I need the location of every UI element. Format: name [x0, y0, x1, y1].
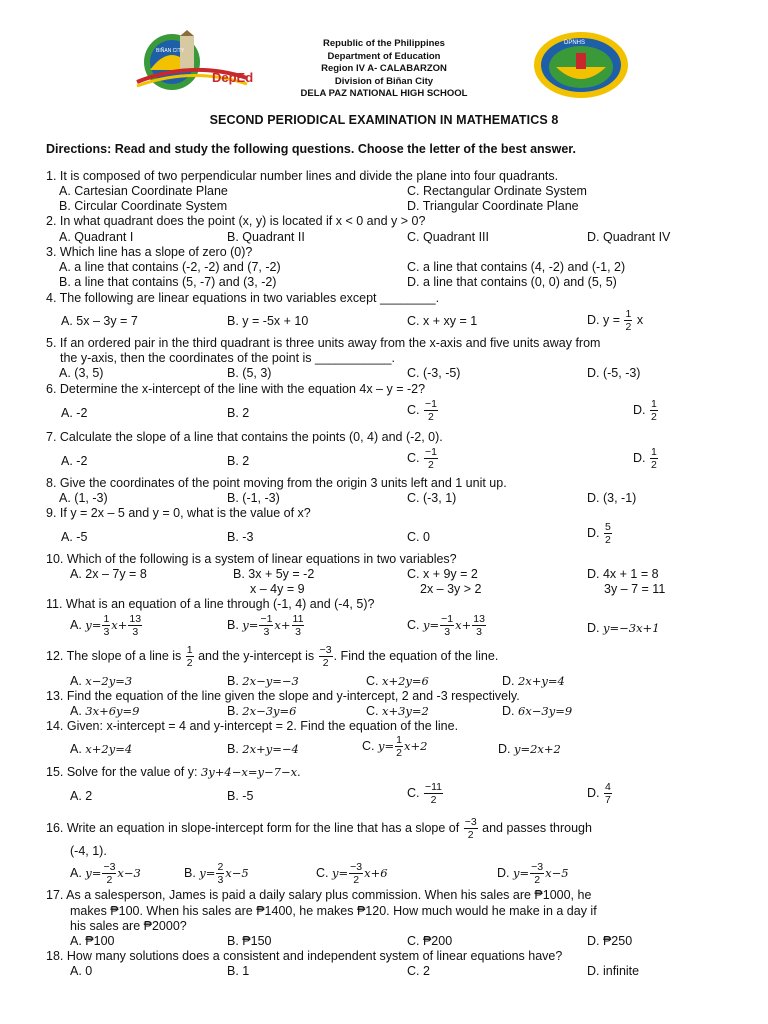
- question-1: 1. It is composed of two perpendicular number lines and divide the plane into four quadrants.: [46, 169, 559, 183]
- fraction: $\frac{1}{2}$: [650, 398, 657, 423]
- fraction: $\frac{5}{2}$: [604, 521, 611, 546]
- option-15b[interactable]: B. -5: [227, 789, 254, 803]
- option-5d[interactable]: D. (-5, -3): [587, 366, 641, 380]
- fraction: $\frac{1}{2}$: [650, 446, 657, 471]
- option-1c[interactable]: C. Rectangular Ordinate System: [407, 184, 587, 198]
- fraction: $\frac{-1}{2}$: [424, 446, 437, 471]
- fraction: $\frac{-11}{2}$: [424, 781, 443, 806]
- option-17a[interactable]: A. ₱100: [70, 934, 115, 948]
- fraction: $\frac{11}{3}$: [292, 613, 304, 638]
- question-5-cont: the y-axis, then the coordinates of the point is ___________.: [60, 351, 395, 365]
- option-15a[interactable]: A. 2: [70, 789, 93, 803]
- option-7a[interactable]: A. -2: [61, 454, 88, 468]
- question-12: 12. The slope of a line is $\frac{1}{2}$ and the y-intercept is $\frac{-3}{2}$ . Find the equation of the line.: [46, 644, 499, 669]
- option-4d-label: D. y =: [587, 312, 620, 327]
- question-8: 8. Give the coordinates of the point moving from the origin 3 units left and 1 unit up.: [46, 476, 507, 490]
- option-16c[interactable]: C. y= $\frac{-3}{2}$ x+6: [316, 861, 388, 886]
- fraction: $\frac{1}{2}$: [625, 308, 632, 333]
- fraction: $\frac{-1}{2}$: [424, 398, 437, 423]
- option-11d[interactable]: D. y=−3x+1: [587, 621, 660, 635]
- option-2d[interactable]: D. Quadrant IV: [587, 230, 671, 244]
- question-4: 4. The following are linear equations in two variables except ________.: [46, 291, 440, 305]
- question-2: 2. In what quadrant does the point (x, y) is located if x < 0 and y > 0?: [46, 214, 426, 228]
- header-line-5: DELA PAZ NATIONAL HIGH SCHOOL: [300, 88, 468, 100]
- fraction: $\frac{4}{7}$: [604, 781, 611, 806]
- fraction: $\frac{-3}{2}$: [531, 861, 544, 886]
- option-13c[interactable]: C. x+3y=2: [366, 704, 429, 718]
- option-13d[interactable]: D. 6x−3y=9: [502, 704, 573, 718]
- option-6b[interactable]: B. 2: [227, 406, 250, 420]
- option-10a[interactable]: A. 2x – 7y = 8: [70, 567, 147, 581]
- question-16: 16. Write an equation in slope-intercept form for the line that has a slope of $\frac{-3}{2}$ and passes through: [46, 816, 592, 841]
- header-line-2: Department of Education: [327, 50, 441, 62]
- option-17d[interactable]: D. ₱250: [587, 934, 633, 948]
- option-9d[interactable]: D. $\frac{5}{2}$: [587, 521, 611, 546]
- option-7d[interactable]: D. $\frac{1}{2}$: [633, 446, 657, 471]
- option-12b[interactable]: B. 2x−y=−3: [227, 674, 299, 688]
- option-14d[interactable]: D. y=2x+2: [498, 742, 561, 756]
- svg-text:DPNHS: DPNHS: [564, 40, 586, 46]
- option-1b[interactable]: B. Circular Coordinate System: [59, 199, 228, 213]
- option-5c[interactable]: C. (-3, -5): [407, 366, 461, 380]
- option-17c[interactable]: C. ₱200: [407, 934, 453, 948]
- option-18a[interactable]: A. 0: [70, 964, 93, 978]
- option-1a[interactable]: A. Cartesian Coordinate Plane: [59, 184, 228, 198]
- option-11b[interactable]: B. y= $\frac{-1}{3}$ x+ $\frac{11}{3}$: [227, 613, 304, 638]
- svg-text:DepEd: DepEd: [212, 70, 254, 85]
- question-11: 11. What is an equation of a line through (-1, 4) and (-4, 5)?: [46, 597, 375, 611]
- question-17: 17. As a salesperson, James is paid a daily salary plus commission. When his sales are ₱1000, he: [46, 888, 592, 902]
- option-3d[interactable]: D. a line that contains (0, 0) and (5, 5): [407, 275, 617, 289]
- fraction: $\frac{-3}{2}$: [319, 644, 332, 669]
- question-16-cont: (-4, 1).: [70, 844, 107, 858]
- option-6c[interactable]: C. $\frac{-1}{2}$: [407, 398, 437, 423]
- fraction: $\frac{-1}{3}$: [260, 613, 273, 638]
- directions: Directions: Read and study the following questions. Choose the letter of the best answer.: [46, 142, 576, 156]
- option-12d[interactable]: D. 2x+y=4: [502, 674, 565, 688]
- option-4c[interactable]: C. x + xy = 1: [407, 314, 478, 328]
- option-13a[interactable]: A. 3x+6y=9: [70, 704, 140, 718]
- option-9b[interactable]: B. -3: [227, 530, 254, 544]
- option-3a[interactable]: A. a line that contains (-2, -2) and (7, -2): [59, 260, 281, 274]
- option-18c[interactable]: C. 2: [407, 964, 430, 978]
- option-5a[interactable]: A. (3, 5): [59, 366, 104, 380]
- option-10b-line2: x – 4y = 9: [250, 582, 305, 596]
- question-14: 14. Given: x-intercept = 4 and y-intercept = 2. Find the equation of the line.: [46, 719, 459, 733]
- fraction: $\frac{2}{3}$: [217, 861, 224, 886]
- option-4d[interactable]: D. y = $\frac{1}{2}$ x: [587, 308, 644, 333]
- option-8a[interactable]: A. (1, -3): [59, 491, 108, 505]
- question-5: 5. If an ordered pair in the third quadrant is three units away from the x-axis and five units away from: [46, 336, 601, 350]
- option-1d[interactable]: D. Triangular Coordinate Plane: [407, 199, 579, 213]
- option-9c[interactable]: C. 0: [407, 530, 430, 544]
- option-4a[interactable]: A. 5x – 3y = 7: [61, 314, 138, 328]
- option-6a[interactable]: A. -2: [61, 406, 88, 420]
- option-11a[interactable]: A. y= $\frac{1}{3}$ x+ $\frac{13}{3}$: [70, 613, 142, 638]
- option-17b[interactable]: B. ₱150: [227, 934, 272, 948]
- fraction: $\frac{-1}{3}$: [441, 613, 454, 638]
- option-5b[interactable]: B. (5, 3): [227, 366, 272, 380]
- option-10d-line2: 3y – 7 = 11: [604, 582, 666, 596]
- option-10c-line2: 2x – 3y > 2: [420, 582, 482, 596]
- option-18d[interactable]: D. infinite: [587, 964, 640, 978]
- question-10: 10. Which of the following is a system of linear equations in two variables?: [46, 552, 457, 566]
- question-17-cont-1: makes ₱100. When his sales are ₱1400, he makes ₱120. How much would he make in a day if: [70, 904, 597, 918]
- header-line-1: Republic of the Philippines: [323, 38, 445, 49]
- question-6: 6. Determine the x-intercept of the line with the equation 4x – y = -2?: [46, 382, 426, 396]
- option-10c[interactable]: C. x + 9y = 2: [407, 567, 478, 581]
- option-3c[interactable]: C. a line that contains (4, -2) and (-1, 2): [407, 260, 626, 274]
- option-2c[interactable]: C. Quadrant III: [407, 230, 489, 244]
- option-9a[interactable]: A. -5: [61, 530, 88, 544]
- header-line-4: Division of Biñan City: [334, 75, 434, 87]
- option-7b[interactable]: B. 2: [227, 454, 250, 468]
- fraction: $\frac{-3}{2}$: [464, 816, 477, 841]
- svg-text:BIÑAN CITY: BIÑAN CITY: [156, 48, 185, 54]
- option-2b[interactable]: B. Quadrant II: [227, 230, 305, 244]
- fraction: $\frac{13}{3}$: [129, 613, 142, 638]
- fraction: $\frac{-3}{2}$: [350, 861, 363, 886]
- fraction: $\frac{1}{2}$: [396, 734, 402, 759]
- option-6d[interactable]: D. $\frac{1}{2}$: [633, 398, 657, 423]
- option-16b[interactable]: B. y= $\frac{2}{3}$ x−5: [184, 861, 249, 886]
- question-3: 3. Which line has a slope of zero (0)?: [46, 245, 253, 259]
- exam-title: SECOND PERIODICAL EXAMINATION IN MATHEMATICS 8: [209, 113, 559, 127]
- option-15d[interactable]: D. $\frac{4}{7}$: [587, 781, 611, 806]
- option-16a[interactable]: A. y= $\frac{-3}{2}$ x−3: [70, 861, 141, 886]
- option-14c[interactable]: C. y= $\frac{1}{2}$ x+2: [362, 734, 428, 759]
- question-18: 18. How many solutions does a consistent and independent system of linear equations have?: [46, 949, 563, 963]
- option-18b[interactable]: B. 1: [227, 964, 250, 978]
- fraction: $\frac{13}{3}$: [473, 613, 485, 638]
- option-14a[interactable]: A. x+2y=4: [70, 742, 133, 756]
- option-16d[interactable]: D. y= $\frac{-3}{2}$ x−5: [497, 861, 569, 886]
- question-17-cont-2: his sales are ₱2000?: [70, 919, 187, 933]
- option-12a[interactable]: A. x−2y=3: [70, 674, 133, 688]
- option-14b[interactable]: B. 2x+y=−4: [227, 742, 299, 756]
- option-13b[interactable]: B. 2x−3y=6: [227, 704, 297, 718]
- option-4b[interactable]: B. y = -5x + 10: [227, 314, 309, 328]
- fraction: $\frac{1}{3}$: [103, 613, 110, 638]
- option-10b[interactable]: B. 3x + 5y = -2: [233, 567, 315, 581]
- option-7c[interactable]: C. $\frac{-1}{2}$: [407, 446, 437, 471]
- question-15: 15. Solve for the value of y: 3y+4−x=y−7−x.: [46, 765, 301, 779]
- option-8c[interactable]: C. (-3, 1): [407, 491, 457, 505]
- question-13: 13. Find the equation of the line given the slope and y-intercept, 2 and -3 respectively.: [46, 689, 520, 703]
- fraction: $\frac{1}{2}$: [186, 644, 193, 669]
- option-11c[interactable]: C. y= $\frac{-1}{3}$ x+ $\frac{13}{3}$: [407, 613, 485, 638]
- option-3b[interactable]: B. a line that contains (5, -7) and (3, -2): [59, 275, 277, 289]
- option-8b[interactable]: B. (-1, -3): [227, 491, 280, 505]
- option-15c[interactable]: C. $\frac{-11}{2}$: [407, 781, 443, 806]
- option-10d[interactable]: D. 4x + 1 = 8: [587, 567, 659, 581]
- option-12c[interactable]: C. x+2y=6: [366, 674, 429, 688]
- header-line-3: Region IV A- CALABARZON: [321, 63, 447, 75]
- fraction: $\frac{-3}{2}$: [103, 861, 116, 886]
- option-8d[interactable]: D. (3, -1): [587, 491, 637, 505]
- question-7: 7. Calculate the slope of a line that contains the points (0, 4) and (-2, 0).: [46, 430, 443, 444]
- question-9: 9. If y = 2x – 5 and y = 0, what is the value of x?: [46, 506, 311, 520]
- option-2a[interactable]: A. Quadrant I: [59, 230, 134, 244]
